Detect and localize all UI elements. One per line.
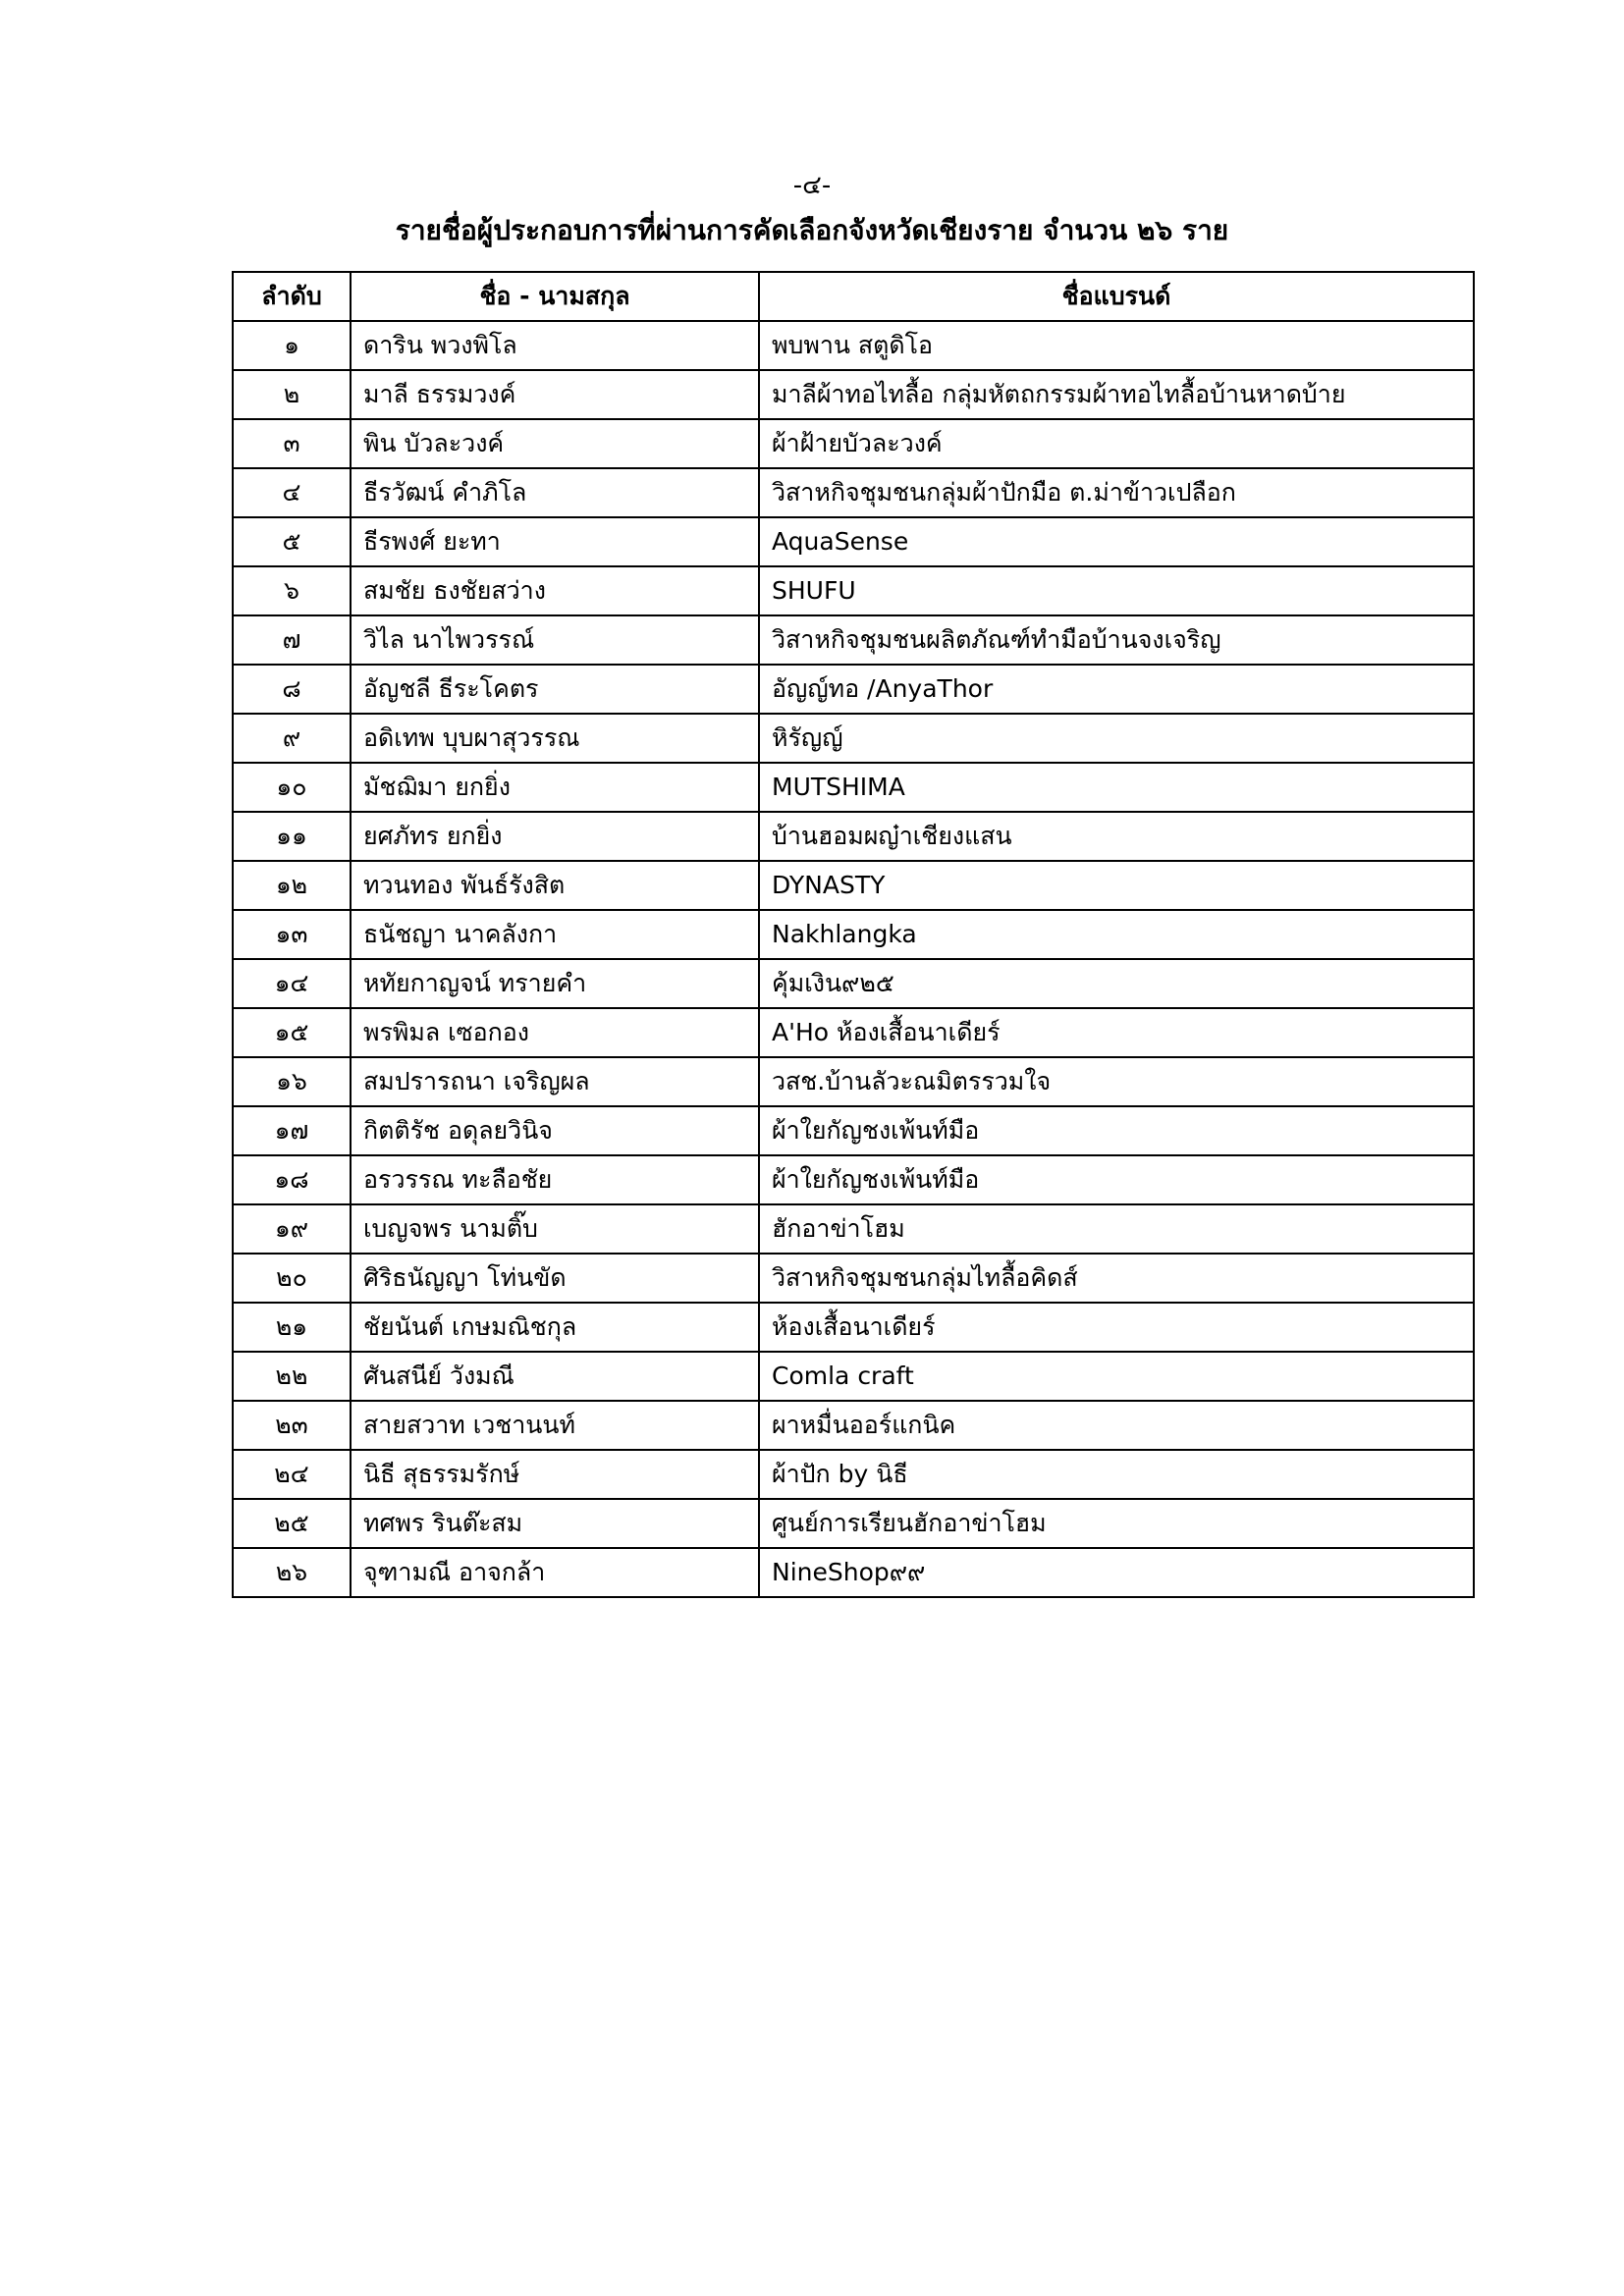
table-row [233,1254,1474,1303]
row-full-name: ธีรวัฒน์ คำภิโล [351,468,759,517]
row-full-name: กิตติรัช อดุลยวินิจ [351,1106,759,1155]
table-row [233,517,1474,566]
row-number: ๑๗ [233,1106,351,1155]
row-brand-name: ห้องเสื้อนาเดียร์ [759,1303,1474,1352]
header-no: ลำดับ [233,272,351,321]
row-brand-name: ผ้าใยกัญชงเพ้นท์มือ [759,1155,1474,1204]
row-number: ๑๒ [233,861,351,910]
row-full-name: สมปรารถนา เจริญผล [351,1057,759,1106]
row-full-name: จุฑามณี อาจกล้า [351,1548,759,1597]
table-row [233,1352,1474,1401]
table-row [233,812,1474,861]
row-full-name: ทศพร รินต๊ะสม [351,1499,759,1548]
row-full-name: ศันสนีย์ วังมณี [351,1352,759,1401]
row-brand-name: MUTSHIMA [759,763,1474,812]
row-number: ๑๘ [233,1155,351,1204]
row-number: ๒๐ [233,1254,351,1303]
row-full-name: ศิริธนัญญา โท่นขัด [351,1254,759,1303]
row-number: ๑๑ [233,812,351,861]
table-row [233,419,1474,468]
row-full-name: เบญจพร นามติ๊บ [351,1204,759,1254]
row-brand-name: หิรัญญ์ [759,714,1474,763]
row-number: ๖ [233,566,351,615]
page-number: -๔- [792,171,832,200]
table-row [233,665,1474,714]
table-row [233,321,1474,370]
row-brand-name: ผ้าปัก by นิธี [759,1450,1474,1499]
row-brand-name: A'Ho ห้องเสื้อนาเดียร์ [759,1008,1474,1057]
row-number: ๑๖ [233,1057,351,1106]
row-brand-name: NineShop๙๙ [759,1548,1474,1597]
row-brand-name: วิสาหกิจชุมชนกลุ่มไทลื้อคิดส์ [759,1254,1474,1303]
row-brand-name: Nakhlangka [759,910,1474,959]
row-brand-name: พบพาน สตูดิโอ [759,321,1474,370]
table-row [233,1450,1474,1499]
row-number: ๑๙ [233,1204,351,1254]
row-number: ๒๑ [233,1303,351,1352]
row-full-name: ธีรพงศ์ ยะทา [351,517,759,566]
row-full-name: ทวนทอง พันธ์รังสิต [351,861,759,910]
document-title: รายชื่อผู้ประกอบการที่ผ่านการคัดเลือกจังหวัดเชียงราย จำนวน ๒๖ ราย [395,214,1229,246]
table-row [233,370,1474,419]
row-number: ๑๔ [233,959,351,1008]
row-full-name: หทัยกาญจน์ ทรายคำ [351,959,759,1008]
row-number: ๒๒ [233,1352,351,1401]
table-row [233,1204,1474,1254]
row-number: ๒๖ [233,1548,351,1597]
table-row [233,1106,1474,1155]
row-brand-name: AquaSense [759,517,1474,566]
table-row [233,714,1474,763]
row-brand-name: ผาหมื่นออร์แกนิค [759,1401,1474,1450]
row-brand-name: วิสาหกิจชุมชนผลิตภัณฑ์ทำมือบ้านจงเจริญ [759,615,1474,665]
row-full-name: อรวรรณ ทะลือชัย [351,1155,759,1204]
row-number: ๒ [233,370,351,419]
table-row [233,1548,1474,1597]
table-body [233,321,1474,1597]
row-full-name: พรพิมล เซอกอง [351,1008,759,1057]
row-full-name: พิน บัวละวงค์ [351,419,759,468]
table-row [233,763,1474,812]
row-number: ๑๕ [233,1008,351,1057]
row-full-name: นิธี สุธรรมรักษ์ [351,1450,759,1499]
row-brand-name: SHUFU [759,566,1474,615]
row-full-name: สมชัย ธงชัยสว่าง [351,566,759,615]
row-number: ๑ [233,321,351,370]
row-number: ๗ [233,615,351,665]
row-full-name: ดาริน พวงพิโล [351,321,759,370]
table-row [233,1155,1474,1204]
row-brand-name: บ้านฮอมผญ๋าเชียงแสน [759,812,1474,861]
table-row [233,615,1474,665]
row-number: ๒๕ [233,1499,351,1548]
row-brand-name: วิสาหกิจชุมชนกลุ่มผ้าปักมือ ต.ม่าข้าวเปลือก [759,468,1474,517]
row-full-name: ยศภัทร ยกยิ่ง [351,812,759,861]
row-full-name: อัญชลี ธีระโคตร [351,665,759,714]
row-number: ๙ [233,714,351,763]
row-full-name: ชัยนันต์ เกษมณิชกุล [351,1303,759,1352]
table-row [233,1057,1474,1106]
table-row [233,1401,1474,1450]
table-header-row [233,272,1474,321]
row-brand-name: มาลีผ้าทอไทลื้อ กลุ่มหัตถกรรมผ้าทอไทลื้อบ้านหาดบ้าย [759,370,1474,419]
row-full-name: มัชฌิมา ยกยิ่ง [351,763,759,812]
row-brand-name: อัญญ์ทอ /AnyaThor [759,665,1474,714]
row-brand-name: ฮักอาข่าโฮม [759,1204,1474,1254]
table-row [233,468,1474,517]
row-full-name: มาลี ธรรมวงค์ [351,370,759,419]
header-name: ชื่อ - นามสกุล [351,272,759,321]
table-row [233,566,1474,615]
table-row [233,959,1474,1008]
row-number: ๔ [233,468,351,517]
row-number: ๒๓ [233,1401,351,1450]
row-number: ๓ [233,419,351,468]
row-brand-name: ผ้าใยกัญชงเพ้นท์มือ [759,1106,1474,1155]
row-brand-name: วสช.บ้านลัวะณมิตรรวมใจ [759,1057,1474,1106]
table-row [233,910,1474,959]
row-brand-name: ศูนย์การเรียนฮักอาข่าโฮม [759,1499,1474,1548]
row-full-name: สายสวาท เวชานนท์ [351,1401,759,1450]
row-full-name: ธนัชญา นาคลังกา [351,910,759,959]
row-number: ๑๓ [233,910,351,959]
table-row [233,1303,1474,1352]
header-brand: ชื่อแบรนด์ [759,272,1474,321]
row-number: ๒๔ [233,1450,351,1499]
row-full-name: อดิเทพ บุบผาสุวรรณ [351,714,759,763]
row-brand-name: ผ้าฝ้ายบัวละวงค์ [759,419,1474,468]
table-row [233,861,1474,910]
row-number: ๑๐ [233,763,351,812]
row-brand-name: คุ้มเงิน๙๒๕ [759,959,1474,1008]
table-row [233,1499,1474,1548]
row-number: ๕ [233,517,351,566]
table-row [233,1008,1474,1057]
row-brand-name: Comla craft [759,1352,1474,1401]
row-full-name: วิไล นาไพวรรณ์ [351,615,759,665]
row-number: ๘ [233,665,351,714]
entrepreneur-table [232,271,1475,1598]
row-brand-name: DYNASTY [759,861,1474,910]
